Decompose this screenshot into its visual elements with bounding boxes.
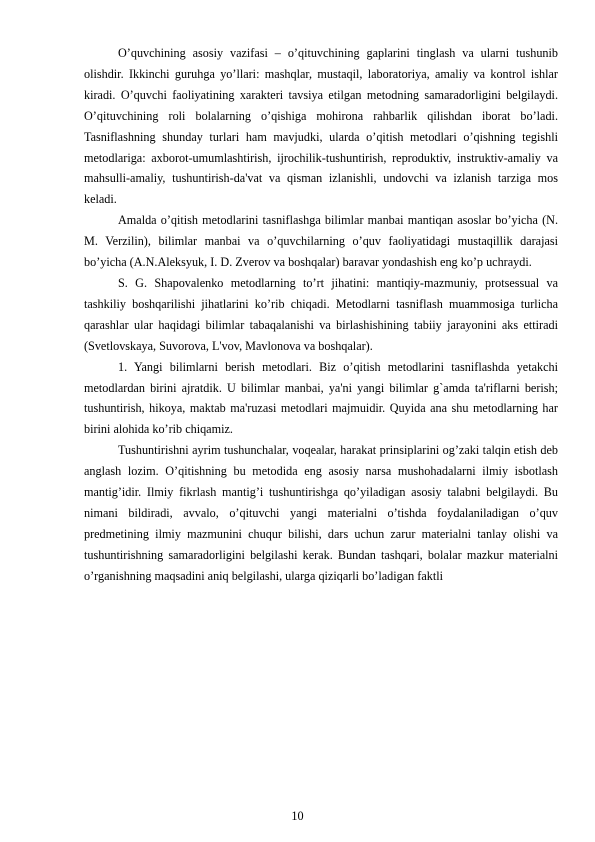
paragraph: O’quvchining asosiy vazifasi – o’qituvchining gaplarini tinglash va ularni tushunib olishdir. Ikkinchi guruhga yo’llari: mashqlar, mustaqil, laboratoriya, amaliy va kontrol ishlar kiradi. O’quvchi faoliyatining xarakteri tavsiya etilgan metodning samaradorligini belgilaydi. O’qituvchining roli bolalarning o’qishiga mohirona rahbarlik qilishdan iborat bo’ladi. Tasniflashning shunday turlari ham mavjudki, ularda o’qitish metodlari o’qishning tegishli metodlariga: axborot-umumlashtirish, ijrochilik-tushuntirish, reproduktiv, instruktiv-amaliy va mahsulli-amaliy, tushuntirish-da'vat va qisman izlanishli, undovchi va izlanish tarziga mos keladi. (84, 46, 558, 207)
paragraph: Tushuntirishni ayrim tushunchalar, voqealar, harakat prinsiplarini og’zaki talqin etish deb anglash lozim. O’qitishning bu metodida eng asosiy narsa mushohadalarni ilmiy isbotlash mantig’idir. Ilmiy fikrlash mantig’i tushuntirishga qo’yiladigan asosiy talabni belgilaydi. Bu nimani bildiradi, avvalo, o’qituvchi yangi materialni o’tishda foydalaniladigan o’quv predmetining ilmiy mazmunini chuqur bilishi, dars uchun zarur materialni tanlay olishi va tushuntirishning samaradorligini belgilashi kerak. Bundan tashqari, bolalar mazkur materialni o’rganishning maqsadini aniq belgilashi, ularga qiziqarli bo’ladigan faktli (84, 443, 558, 583)
paragraph: S. G. Shapovalenko metodlarning to’rt jihatini: mantiqiy-mazmuniy, protsessual va tashkiliy boshqarilishi jihatlarini ko’rib chiqadi. Metodlarni tasniflash muammosiga turlicha qarashlar ular haqidagi bilimlar tabaqalanishi va birlashishining tabiiy jarayonini aks ettiradi (Svetlovskaya, Suvorova, L'vov, Mavlonova va boshqalar). (84, 275, 558, 353)
paragraph: 1. Yangi bilimlarni berish metodlari. Biz o’qitish metodlarini tasniflashda yetakchi metodlardan birini ajratdik. U bilimlar manbai, ya'ni yangi bilimlar g`amda ta'riflarni berish; tushuntirish, hikoya, maktab ma'ruzasi metodlari majmuidir. Quyida ana shu metodlarning har birini alohida ko’rib chiqamiz. (84, 359, 558, 437)
paragraph: Amalda o’qitish metodlarini tasniflashga bilimlar manbai mantiqan asoslar bo’yicha (N. M. Verzilin), bilimlar manbai va o’quvchilarning o’quv faoliyatidagi mustaqillik darajasi bo’yicha (A.N.Aleksyuk, I. D. Zverov va boshqalar) baravar yondashish eng ko’p uchraydi. (84, 213, 558, 270)
page-number: 10 (291, 809, 304, 823)
body-text (84, 43, 558, 587)
